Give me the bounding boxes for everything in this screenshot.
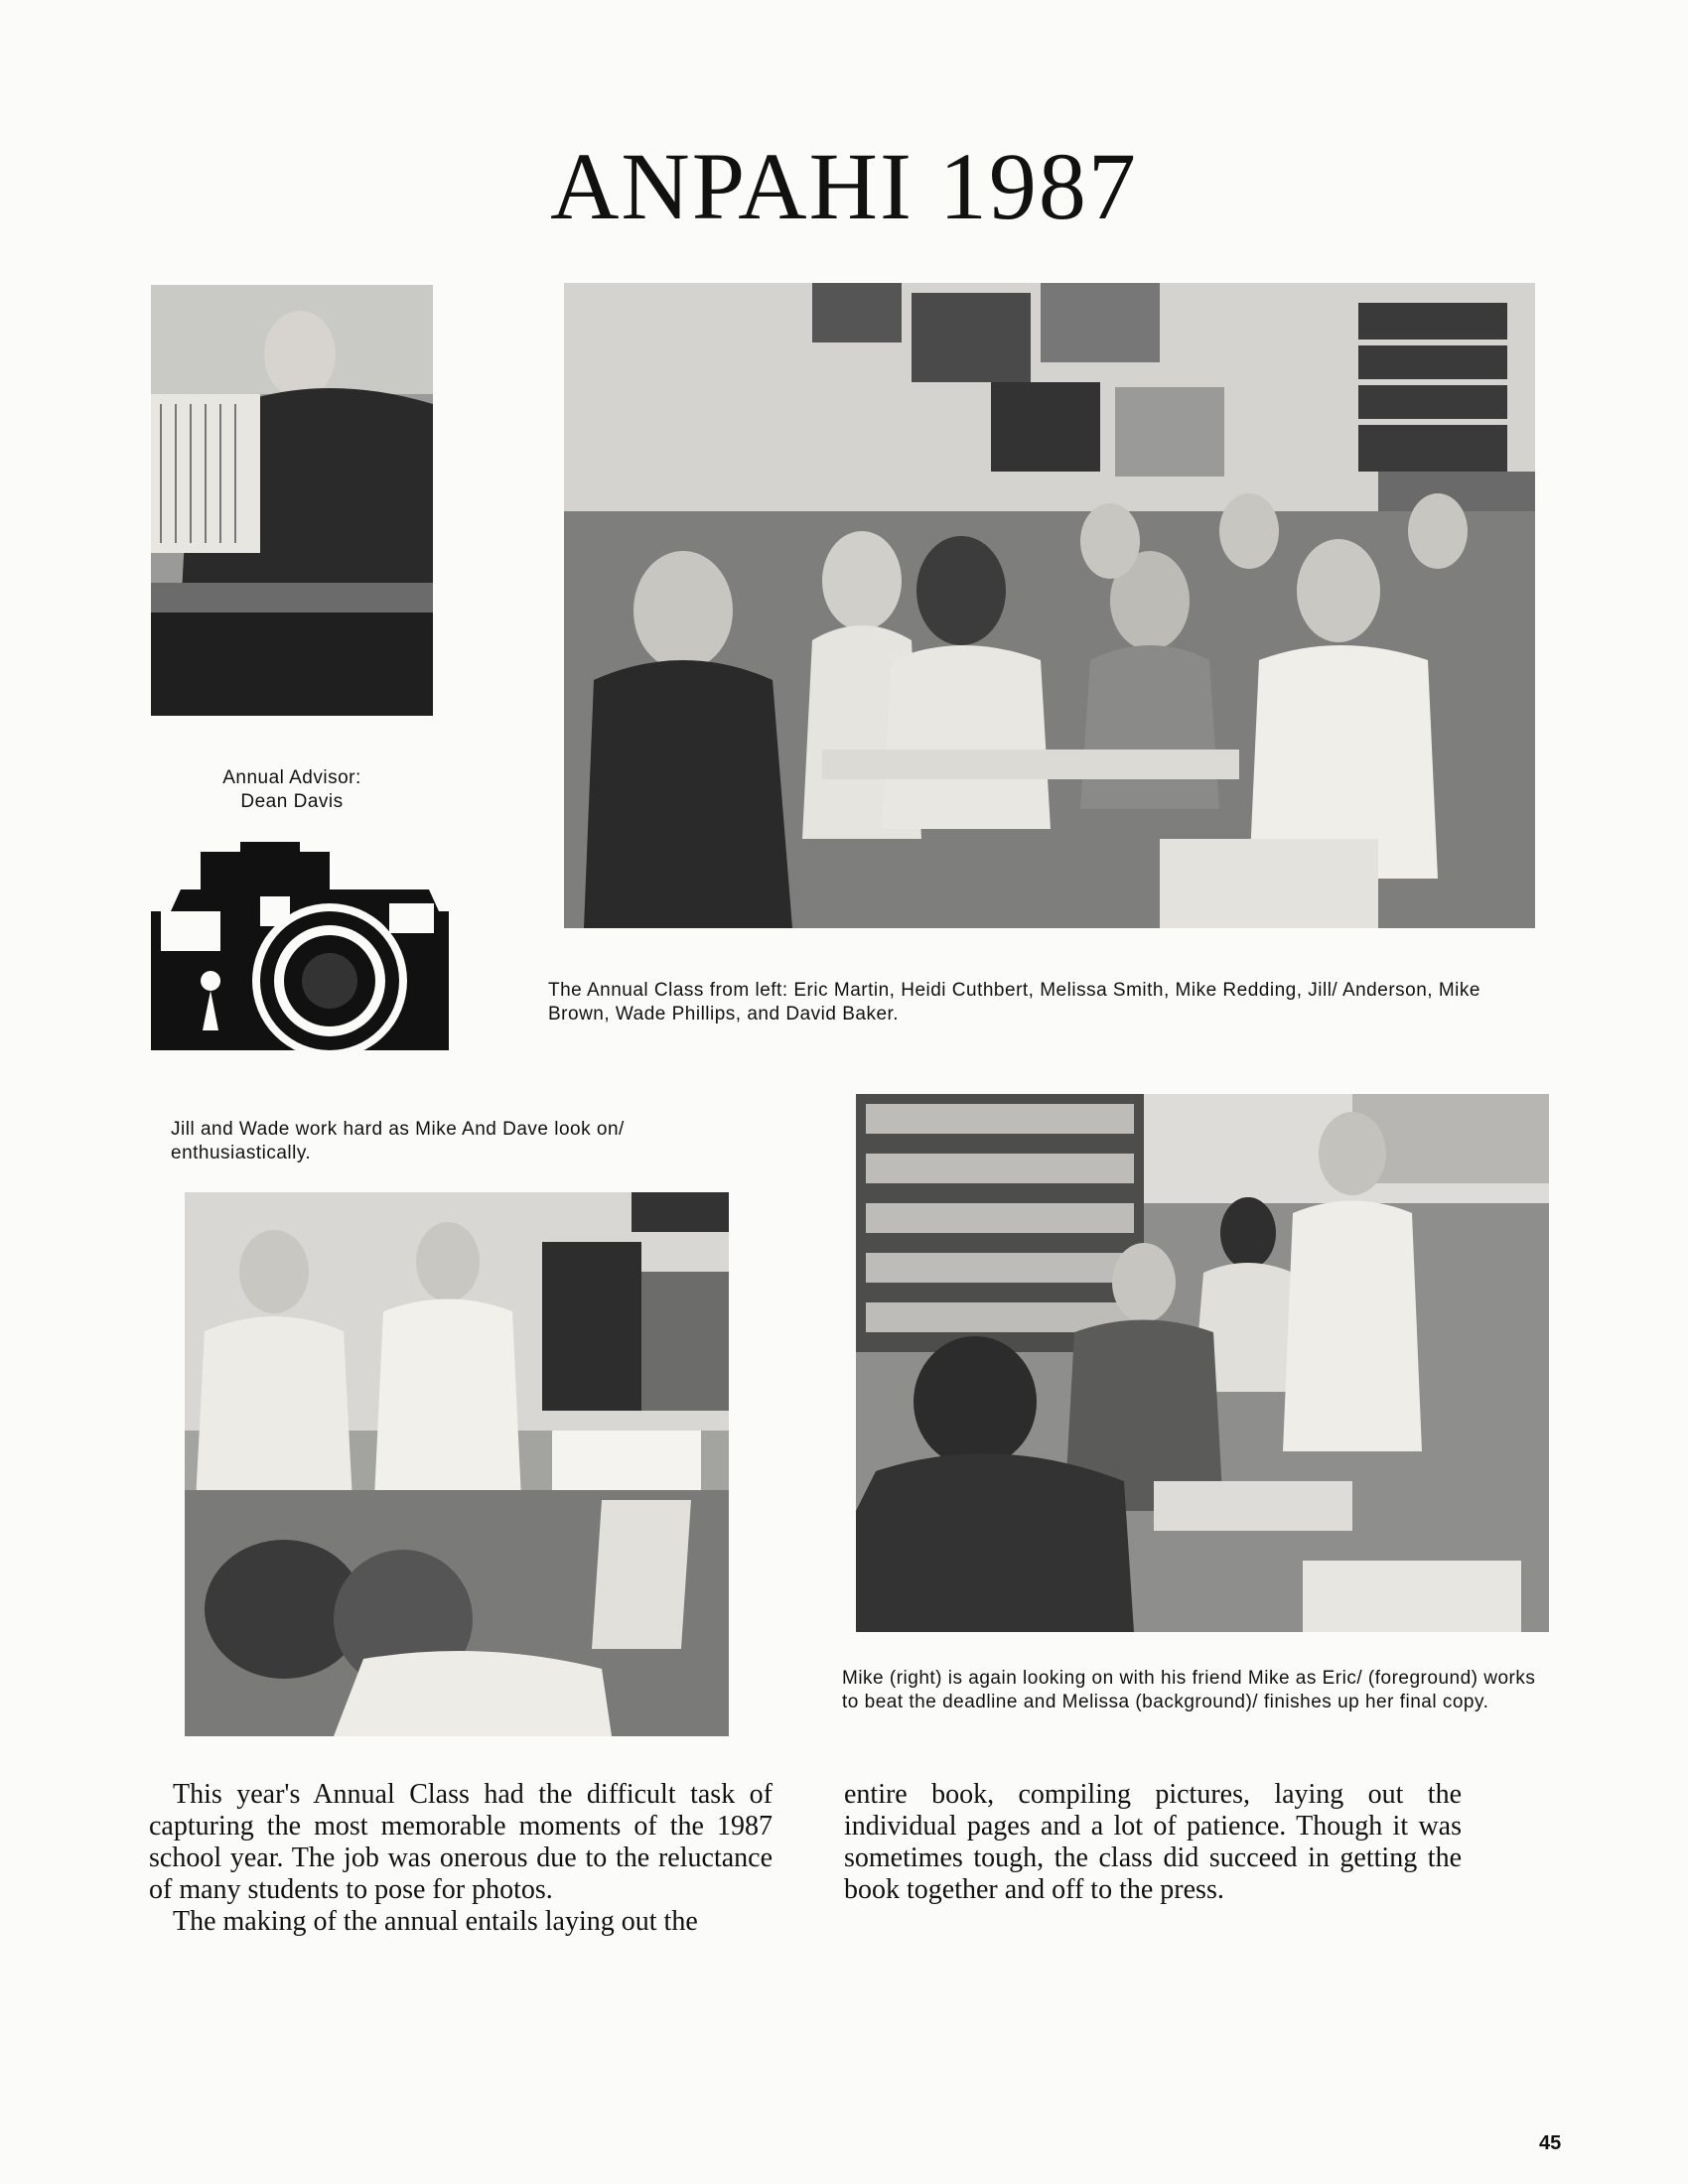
- advisor-caption: [151, 766, 433, 814]
- jill-wade-caption: Jill and Wade work hard as Mike And Dave look on/ enthusiastically.: [171, 1119, 625, 1163]
- body-col1-paragraph-2: The making of the annual entails laying out the: [173, 1906, 698, 1937]
- body-column-1: [149, 1779, 773, 1938]
- advisor-caption-line2: Dean Davis: [240, 791, 344, 812]
- class-photo-caption: The Annual Class from left: Eric Martin, Heidi Cuthbert, Melissa Smith, Mike Redding, Jill/ Anderson, Mike Brown, Wade Phillips, and David Baker.: [548, 980, 1480, 1024]
- advisor-photo: [151, 285, 433, 716]
- page-number: 45: [1539, 2132, 1562, 2154]
- mike-photo-caption: Mike (right) is again looking on with his friend Mike as Eric/ (foreground) works to beat the deadline and Melissa (background)/ finishes up her final copy.: [842, 1668, 1536, 1712]
- advisor-caption-line1: Annual Advisor:: [222, 767, 361, 788]
- body-col1-paragraph-1: This year's Annual Class had the difficult task of capturing the most memorable moments of the 1987 school year. The job was onerous due to the reluctance of many students to pose for photos.: [149, 1779, 773, 1905]
- page-title: ANPAHI 1987: [550, 133, 1138, 239]
- body-col2-paragraph-1: entire book, compiling pictures, laying out the individual pages and a lot of patience. Though it was sometimes tough, the class did succeed in getting the book together and off to the press.: [844, 1779, 1462, 1905]
- body-column-2: [844, 1779, 1462, 1906]
- jill-wade-photo: [185, 1192, 729, 1736]
- mike-photo: [856, 1094, 1549, 1632]
- class-photo: [564, 283, 1535, 928]
- camera-icon: [141, 842, 469, 1066]
